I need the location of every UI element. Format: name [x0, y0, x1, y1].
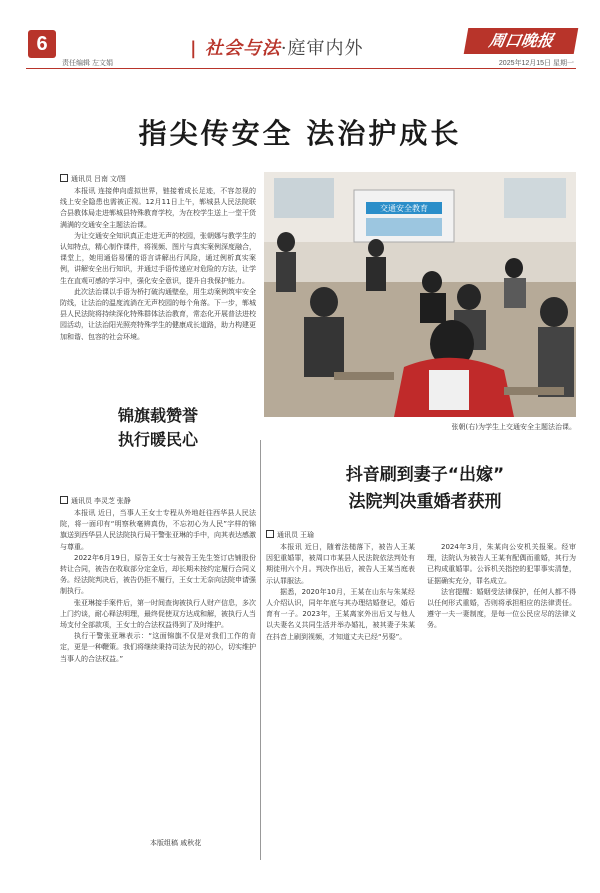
article1-body — [60, 186, 256, 343]
article3-paragraph: 本报讯 近日，随着法槌落下，被告人王某因犯重婚罪，被周口市某县人民法院依法判处有期徒刑六个月。判决作出后，被告人王某当庭表示认罪服法。 — [266, 543, 415, 585]
article3-paragraph: 据悉，2020年10月，王某在山东与朱某经人介绍认识，同年年底与其办理结婚登记，婚后育有一子。2023年，王某离家外出后又与他人以夫妻名义共同生活并举办婚礼，被其妻子朱某在抖音上刷到视频，才知道丈夫已经“另娶”。 — [266, 587, 415, 641]
article2-paragraph: 本报讯 近日，当事人王女士专程从外地赶往西华县人民法院，将一面印有“明察秋毫辨真伪，不忘初心为人民”字样的锦旗送到西华县人民法院执行局干警张亚琳的手中，向其表达感激与尊重。 — [60, 509, 256, 551]
column-divider — [260, 440, 261, 860]
article2-paragraph: 2022年6月19日，原告王女士与被告王先生签订店铺股份转让合同，被告在收取部分定金后，却长期未按约定履行合同义务。经法院判决后，被告仍拒不履行，王女士无奈向法院申请强制执行。 — [60, 553, 256, 596]
article3-paragraph: 法官提醒：婚姻受法律保护，任何人都不得以任何形式重婚，否则将承担相应的法律责任。遵守一夫一妻制度，是每一位公民应尽的法律义务。 — [427, 587, 576, 630]
article2-title-line: 锦旗载赞誉 — [117, 406, 198, 425]
article3-title-line: 抖音刷到妻子“出嫁” — [345, 465, 505, 485]
editor-credit: 责任编辑 左文娟 — [62, 60, 113, 67]
header-rule — [26, 68, 576, 69]
classroom-photo — [264, 172, 576, 417]
article2-byline: 通讯员 李灵芝 张静 — [60, 496, 131, 506]
article1-paragraph: 此次法治课以手语为桥打破沟通壁垒，用生动案例筑牢安全防线，让法治的温度流淌在无声校园的每个角落。下一步，郸城县人民法院将持续深化特殊群体法治教育，常态化开展普法进校园活动，让法治阳光照亮特殊学生的健康成长道路，助力构建更加和谐、包容的社会环境。 — [60, 287, 256, 341]
article2-title — [60, 404, 256, 452]
article1-paragraph: 本报讯 连接伸向虚拟世界，链接着成长足迹，不容忽视的线上安全隐患也需被正视。12月11日上午，郸城县人民法院联合县教体局走进郸城县特殊教育学校，为在校学生送上一堂干货满满的交通安全主题法治课。 — [60, 187, 256, 229]
article1-paragraph: 为让交通安全知识真正走进无声的校园，张朝娜与教学生的认知特点，精心制作课件，将视频、图片与真实案例深度融合，课堂上，她用通俗易懂的语言讲解出行风险，通过例析真实案例，讲解安全出行知识，并通过手语传递应对危险的方法，让学生在直观可感的学习中，强化安全意识，提升自我保护能力。 — [60, 231, 256, 285]
classroom-illustration — [264, 172, 576, 417]
article3-title-line: 法院判决重婚者获刑 — [348, 492, 502, 512]
article2-title-line: 执行暖民心 — [117, 430, 198, 449]
photo-caption: 张朝(右)为学生上交通安全主题法治课。 — [451, 423, 576, 431]
article3-byline: 通讯员 王瑜 — [266, 530, 314, 540]
issue-date: 2025年12月15日 星期一 — [498, 60, 574, 67]
page-header — [0, 0, 600, 72]
paper-logo: 周口晚报 — [464, 28, 579, 54]
section-divider: | — [190, 38, 205, 59]
banner-text: 交通安全教育 — [380, 204, 428, 213]
section-sub: ·庭审内外 — [280, 38, 364, 59]
article1-byline: 通讯员 吕南 文/图 — [60, 174, 126, 184]
article2-paragraph: 张亚琳接手案件后，第一时间查询被执行人财产信息，多次上门约谈，耐心释法明理，最终促使双方达成和解，被执行人当场支付全部款项，王女士的合法权益得到了及时维护。 — [60, 598, 256, 630]
section-title — [190, 34, 364, 60]
article3-paragraph: 2024年3月，朱某向公安机关报案。经审理，法院认为被告人王某有配偶而重婚，其行为已构成重婚罪。公诉机关指控的犯罪事实清楚，证据确实充分，罪名成立。 — [427, 543, 576, 585]
main-headline: 指尖传安全 法治护成长 — [138, 117, 462, 150]
article2-body — [60, 508, 256, 665]
page-number: 6 — [28, 30, 56, 58]
article3-title — [300, 462, 550, 516]
section-main: 社会与法 — [204, 38, 281, 59]
article3-body — [266, 542, 576, 842]
article2-paragraph: 执行干警张亚琳表示：“这面锦旗不仅是对我们工作的肯定，更是一种鞭策。我们将继续秉持司法为民的初心，切实维护当事人的合法权益。” — [60, 632, 256, 663]
page-editor-footer: 本版组稿 戚秋花 — [150, 839, 202, 847]
